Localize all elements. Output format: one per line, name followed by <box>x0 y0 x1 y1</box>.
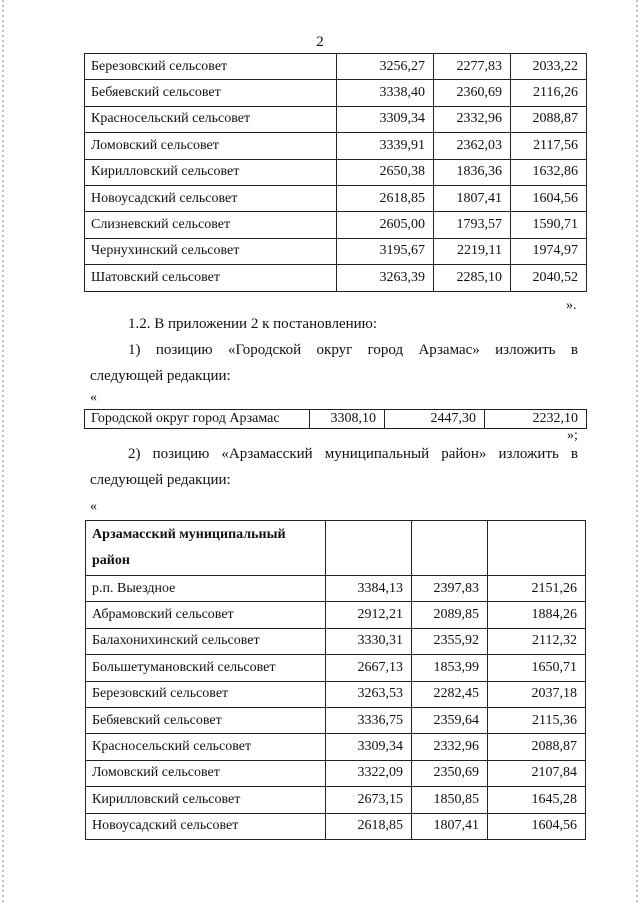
cell-name: Новоусадский сельсовет <box>85 185 337 211</box>
cell-value: 2151,26 <box>488 576 586 602</box>
table-row <box>86 813 586 839</box>
cell-name: Городской округ город Арзамас <box>85 410 310 429</box>
table-row <box>86 707 586 733</box>
cell-value: 1807,41 <box>412 813 488 839</box>
cell-name: Березовский сельсовет <box>85 54 337 80</box>
cell-empty <box>326 521 412 576</box>
cell-name: р.п. Выездное <box>86 576 326 602</box>
word: в <box>570 342 578 358</box>
cell-name: Балахонихинский сельсовет <box>86 628 326 654</box>
cell-value: 1645,28 <box>488 787 586 813</box>
cell-value: 3330,31 <box>326 628 412 654</box>
table-row <box>85 54 587 80</box>
table-row <box>85 265 587 291</box>
cell-value: 2232,10 <box>485 410 587 429</box>
cell-value: 1884,26 <box>488 602 586 628</box>
paragraph-position-arzamas-district <box>128 446 578 463</box>
cell-value: 3256,27 <box>337 54 434 80</box>
cell-value: 1590,71 <box>511 212 587 238</box>
cell-value: 2332,96 <box>434 106 511 132</box>
cell-value: 2650,38 <box>337 159 434 185</box>
cell-value: 1836,36 <box>434 159 511 185</box>
word: «Арзамасский <box>221 446 313 462</box>
cell-value: 2040,52 <box>511 265 587 291</box>
table-arzamas-city <box>84 409 587 429</box>
cell-value: 3384,13 <box>326 576 412 602</box>
table-header-row <box>86 521 586 576</box>
word: Арзамас» <box>418 342 480 358</box>
cell-value: 3195,67 <box>337 238 434 264</box>
table-row <box>86 760 586 786</box>
cell-value: 2089,85 <box>412 602 488 628</box>
table-row <box>85 133 587 159</box>
cell-value: 2285,10 <box>434 265 511 291</box>
cell-value: 2350,69 <box>412 760 488 786</box>
cell-value: 2107,84 <box>488 760 586 786</box>
cell-value: 2360,69 <box>434 80 511 106</box>
cell-value: 2673,15 <box>326 787 412 813</box>
cell-value: 3336,75 <box>326 707 412 733</box>
cell-name: Чернухинский сельсовет <box>85 238 337 264</box>
word: 1) <box>128 342 141 358</box>
scan-edge-left <box>2 0 4 905</box>
paragraph-continuation: следующей редакции: <box>90 368 231 384</box>
cell-value: 2359,64 <box>412 707 488 733</box>
table-row <box>85 106 587 132</box>
cell-name: Березовский сельсовет <box>86 681 326 707</box>
table-row <box>85 238 587 264</box>
cell-name: Большетумановский сельсовет <box>86 655 326 681</box>
cell-value: 3308,10 <box>310 410 385 429</box>
cell-value: 3263,53 <box>326 681 412 707</box>
cell-value: 1604,56 <box>511 185 587 211</box>
cell-value: 3339,91 <box>337 133 434 159</box>
table-arzamas-district <box>85 520 586 840</box>
table-row <box>85 185 587 211</box>
table-row <box>86 787 586 813</box>
word: муниципальный <box>324 446 430 462</box>
word: район» <box>441 446 487 462</box>
paragraph-1-2: 1.2. В приложении 2 к постановлению: <box>128 316 378 332</box>
cell-value: 3338,40 <box>337 80 434 106</box>
cell-value: 2088,87 <box>511 106 587 132</box>
table-row <box>85 410 587 429</box>
cell-empty <box>412 521 488 576</box>
cell-value: 2277,83 <box>434 54 511 80</box>
word: 2) <box>128 446 141 462</box>
word: позицию <box>152 446 210 462</box>
cell-value: 1632,86 <box>511 159 587 185</box>
paragraph-continuation: следующей редакции: <box>90 472 231 488</box>
cell-value: 3309,34 <box>337 106 434 132</box>
cell-name: Красносельский сельсовет <box>86 734 326 760</box>
cell-value: 2355,92 <box>412 628 488 654</box>
opening-quote: « <box>90 499 97 514</box>
cell-value: 3263,39 <box>337 265 434 291</box>
table1-closing-quote: ». <box>566 298 577 313</box>
cell-value: 1650,71 <box>488 655 586 681</box>
cell-value: 2447,30 <box>385 410 485 429</box>
cell-value: 1853,99 <box>412 655 488 681</box>
table-row <box>85 159 587 185</box>
table-row <box>86 576 586 602</box>
cell-value: 2618,85 <box>326 813 412 839</box>
cell-empty <box>488 521 586 576</box>
district-header: Арзамасский муниципальный район <box>86 521 326 576</box>
cell-value: 3309,34 <box>326 734 412 760</box>
word: «Городской <box>227 342 302 358</box>
cell-value: 3322,09 <box>326 760 412 786</box>
cell-name: Кирилловский сельсовет <box>86 787 326 813</box>
word: город <box>367 342 404 358</box>
table-row <box>86 602 586 628</box>
cell-name: Абрамовский сельсовет <box>86 602 326 628</box>
cell-value: 2362,03 <box>434 133 511 159</box>
table-row <box>85 80 587 106</box>
cell-name: Слизневский сельсовет <box>85 212 337 238</box>
cell-value: 2112,32 <box>488 628 586 654</box>
scan-edge-right <box>636 0 638 905</box>
cell-value: 2605,00 <box>337 212 434 238</box>
opening-quote: « <box>90 390 97 405</box>
cell-value: 2912,21 <box>326 602 412 628</box>
table-row <box>86 655 586 681</box>
word: округ <box>316 342 353 358</box>
table-village-rates-continued <box>84 53 587 292</box>
cell-value: 2667,13 <box>326 655 412 681</box>
word: в <box>570 446 578 462</box>
cell-name: Шатовский сельсовет <box>85 265 337 291</box>
table-row <box>86 681 586 707</box>
cell-name: Кирилловский сельсовет <box>85 159 337 185</box>
cell-name: Бебяевский сельсовет <box>86 707 326 733</box>
paragraph-position-arzamas-city <box>128 342 578 359</box>
cell-value: 2219,11 <box>434 238 511 264</box>
cell-value: 1850,85 <box>412 787 488 813</box>
cell-value: 2116,26 <box>511 80 587 106</box>
cell-value: 2037,18 <box>488 681 586 707</box>
word: изложить <box>495 342 556 358</box>
cell-value: 2088,87 <box>488 734 586 760</box>
cell-value: 2282,45 <box>412 681 488 707</box>
cell-name: Ломовский сельсовет <box>86 760 326 786</box>
cell-value: 2033,22 <box>511 54 587 80</box>
word: изложить <box>498 446 559 462</box>
table-row <box>85 212 587 238</box>
word: позицию <box>155 342 213 358</box>
cell-value: 2397,83 <box>412 576 488 602</box>
cell-value: 1974,97 <box>511 238 587 264</box>
cell-value: 2332,96 <box>412 734 488 760</box>
page-number: 2 <box>316 34 324 50</box>
cell-name: Красносельский сельсовет <box>85 106 337 132</box>
cell-name: Ломовский сельсовет <box>85 133 337 159</box>
cell-value: 1793,57 <box>434 212 511 238</box>
table2-closing-quote: »; <box>567 428 578 443</box>
table-row <box>86 628 586 654</box>
cell-name: Новоусадский сельсовет <box>86 813 326 839</box>
cell-name: Бебяевский сельсовет <box>85 80 337 106</box>
table-row <box>86 734 586 760</box>
cell-value: 1604,56 <box>488 813 586 839</box>
cell-value: 1807,41 <box>434 185 511 211</box>
cell-value: 2618,85 <box>337 185 434 211</box>
cell-value: 2117,56 <box>511 133 587 159</box>
cell-value: 2115,36 <box>488 707 586 733</box>
